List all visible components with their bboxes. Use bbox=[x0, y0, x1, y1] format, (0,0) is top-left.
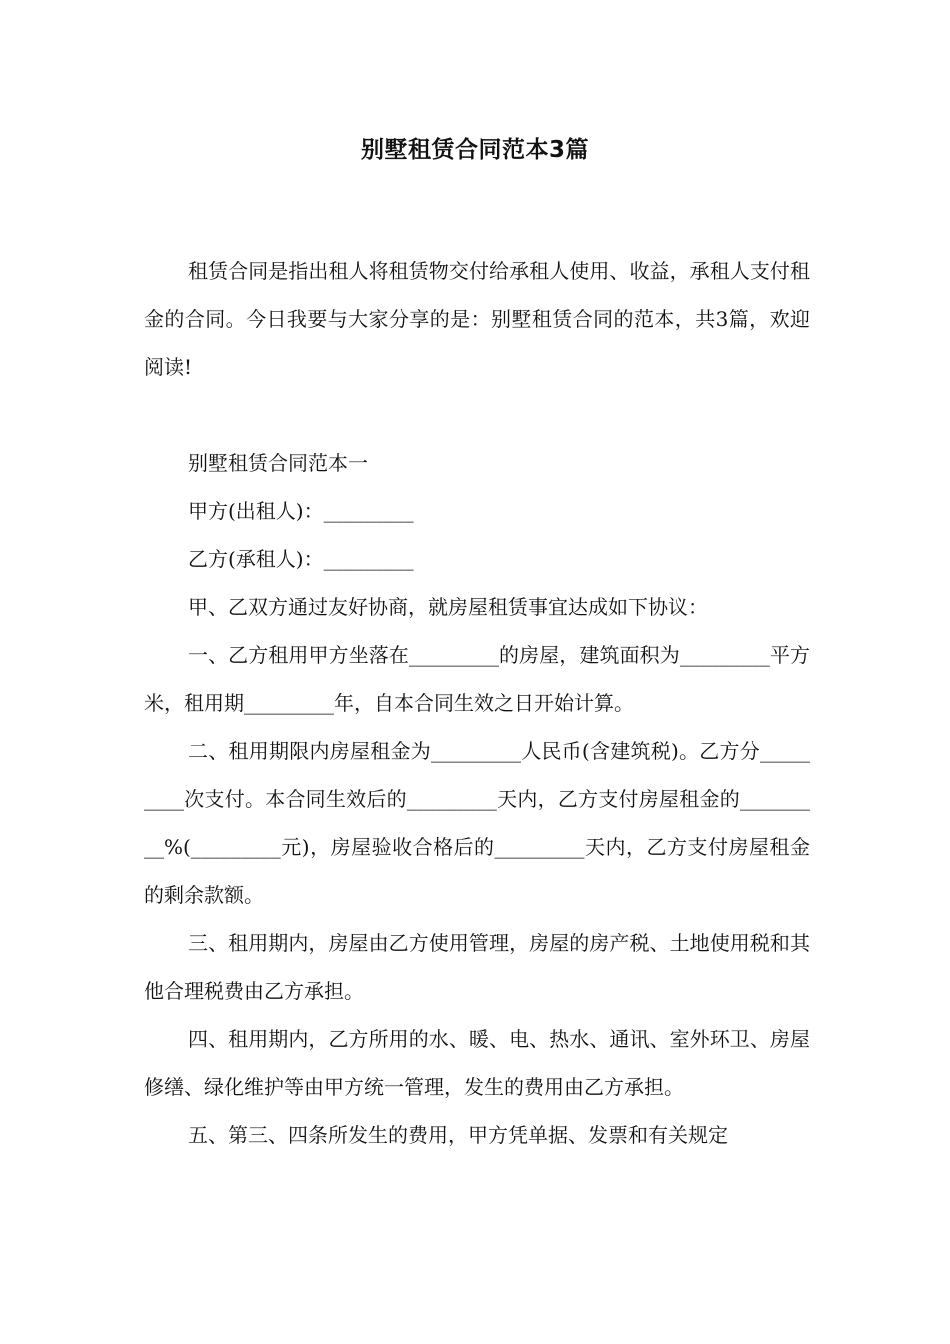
clause-2: 二、租用期限内房屋租金为_________人民币(含建筑税)。乙方分_________次支付。本合同生效后的_________天内，乙方支付房屋租金的_________%(_________元)，房屋验收合格后的_________天内，乙方支付房屋租金的剩余款额。 bbox=[144, 739, 810, 907]
clause-3: 三、租用期内，房屋由乙方使用管理，房屋的房产税、土地使用税和其他合理税费由乙方承担。 bbox=[144, 931, 810, 1003]
clause-1: 一、乙方租用甲方坐落在_________的房屋，建筑面积为_________平方米，租用期_________年，自本合同生效之日开始计算。 bbox=[144, 643, 810, 715]
party-a-line: 甲方(出租人)：_________ bbox=[188, 499, 414, 523]
clause-4: 四、租用期内，乙方所用的水、暖、电、热水、通讯、室外环卫、房屋修缮、绿化维护等由甲方统一管理，发生的费用由乙方承担。 bbox=[144, 1027, 810, 1099]
document-body bbox=[144, 247, 810, 1159]
clause-5: 五、第三、四条所发生的费用，甲方凭单据、发票和有关规定 bbox=[188, 1123, 728, 1147]
agreement-preamble: 甲、乙双方通过友好协商，就房屋租赁事宜达成如下协议： bbox=[188, 595, 708, 619]
party-b-line: 乙方(承租人)：_________ bbox=[188, 547, 414, 571]
document-title: 别墅租赁合同范本3篇 bbox=[360, 137, 589, 163]
section-heading: 别墅租赁合同范本一 bbox=[188, 451, 368, 475]
intro-paragraph: 租赁合同是指出租人将租赁物交付给承租人使用、收益，承租人支付租金的合同。今日我要与大家分享的是：别墅租赁合同的范本，共3篇，欢迎阅读! bbox=[144, 259, 810, 379]
